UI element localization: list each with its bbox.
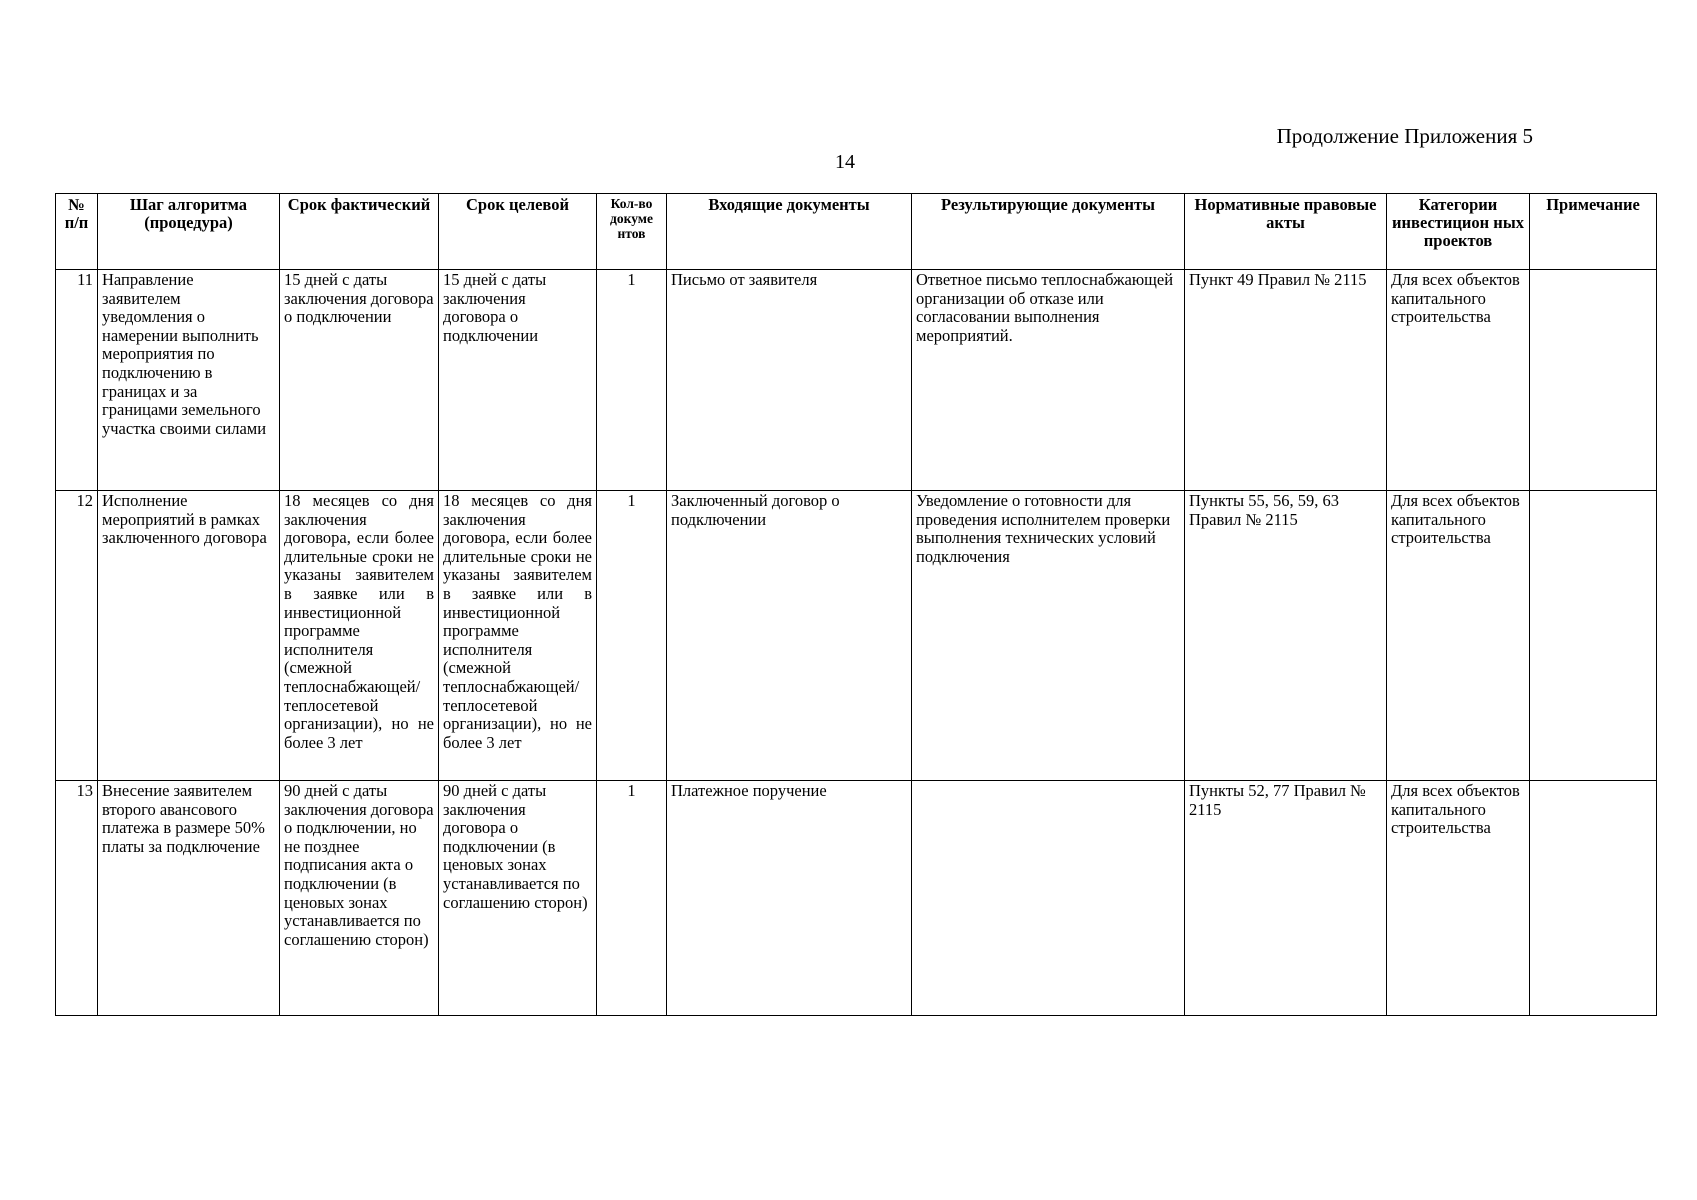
row-input-docs: Письмо от заявителя xyxy=(667,270,912,491)
page-number: 14 xyxy=(835,151,855,173)
row-number: 13 xyxy=(56,781,98,1016)
appendix-continuation-header: Продолжение Приложения 5 xyxy=(1276,124,1533,148)
column-header-legal-acts: Нормативные правовые акты xyxy=(1185,194,1387,270)
row-term-actual: 18 месяцев со дня заключения договора, если более длительные сроки не указаны заявителем в заявке или в инвестиционной программе исполнителя (смежной теплоснабжающей/ теплосетевой организации), но не более 3 лет xyxy=(280,491,439,781)
row-result-docs: Уведомление о готовности для проведения исполнителем проверки выполнения технических условий подключения xyxy=(912,491,1185,781)
row-legal-acts: Пункт 49 Правил № 2115 xyxy=(1185,270,1387,491)
row-note xyxy=(1530,491,1657,781)
column-header-doc-count: Кол-во докуме нтов xyxy=(597,194,667,270)
table-row xyxy=(56,491,1657,781)
column-header-note: Примечание xyxy=(1530,194,1657,270)
row-term-target: 15 дней с даты заключения договора о подключении xyxy=(439,270,597,491)
row-term-target: 90 дней с даты заключения договора о подключении (в ценовых зонах устанавливается по соглашению сторон) xyxy=(439,781,597,1016)
column-header-result-docs: Результирующие документы xyxy=(912,194,1185,270)
row-result-docs xyxy=(912,781,1185,1016)
table-header-row xyxy=(56,194,1657,270)
table-row xyxy=(56,781,1657,1016)
column-header-term-target: Срок целевой xyxy=(439,194,597,270)
row-categories: Для всех объектов капитального строительства xyxy=(1387,270,1530,491)
row-categories: Для всех объектов капитального строительства xyxy=(1387,781,1530,1016)
column-header-input-docs: Входящие документы xyxy=(667,194,912,270)
row-doc-count: 1 xyxy=(597,491,667,781)
row-term-target: 18 месяцев со дня заключения договора, если более длительные сроки не указаны заявителем в заявке или в инвестиционной программе исполнителя (смежной теплоснабжающей/ теплосетевой организации), но не более 3 лет xyxy=(439,491,597,781)
row-number: 12 xyxy=(56,491,98,781)
row-note xyxy=(1530,781,1657,1016)
table-row xyxy=(56,270,1657,491)
row-input-docs: Заключенный договор о подключении xyxy=(667,491,912,781)
row-step: Направление заявителем уведомления о намерении выполнить мероприятия по подключению в границах и за границами земельного участка своими силами xyxy=(98,270,280,491)
row-result-docs: Ответное письмо теплоснабжающей организации об отказе или согласовании выполнения мероприятий. xyxy=(912,270,1185,491)
row-legal-acts: Пункты 52, 77 Правил № 2115 xyxy=(1185,781,1387,1016)
row-legal-acts: Пункты 55, 56, 59, 63 Правил № 2115 xyxy=(1185,491,1387,781)
row-doc-count: 1 xyxy=(597,270,667,491)
row-note xyxy=(1530,270,1657,491)
row-doc-count: 1 xyxy=(597,781,667,1016)
row-number: 11 xyxy=(56,270,98,491)
algorithm-table xyxy=(55,193,1657,1016)
column-header-term-actual: Срок фактический xyxy=(280,194,439,270)
row-input-docs: Платежное поручение xyxy=(667,781,912,1016)
row-term-actual: 15 дней с даты заключения договора о подключении xyxy=(280,270,439,491)
row-categories: Для всех объектов капитального строительства xyxy=(1387,491,1530,781)
row-term-actual: 90 дней с даты заключения договора о подключении, но не позднее подписания акта о подключении (в ценовых зонах устанавливается по соглашению сторон) xyxy=(280,781,439,1016)
column-header-number: № п/п xyxy=(56,194,98,270)
column-header-categories: Категории инвестицион ных проектов xyxy=(1387,194,1530,270)
column-header-step: Шаг алгоритма (процедура) xyxy=(98,194,280,270)
row-step: Внесение заявителем второго авансового платежа в размере 50% платы за подключение xyxy=(98,781,280,1016)
row-step: Исполнение мероприятий в рамках заключенного договора xyxy=(98,491,280,781)
